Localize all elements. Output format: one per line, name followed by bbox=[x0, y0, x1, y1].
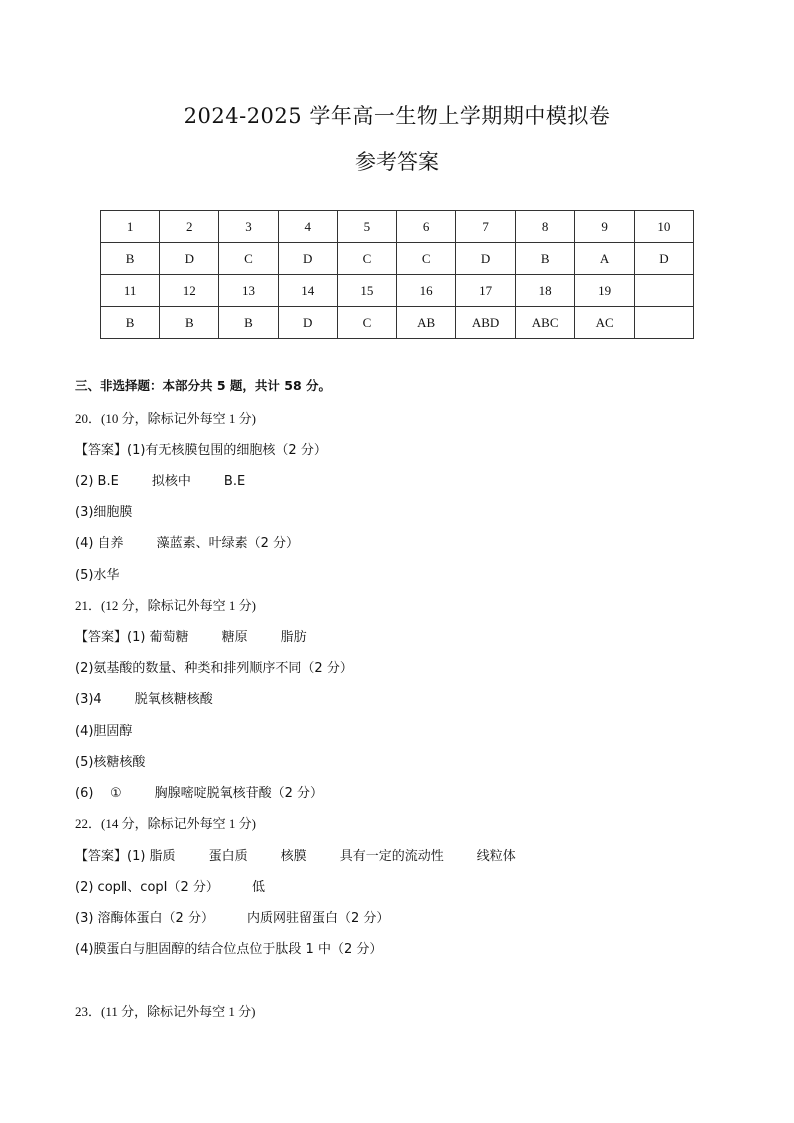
table-cell: C bbox=[397, 243, 456, 275]
answer-line: 【答案】(1) 葡萄糖 糖原 脂肪 bbox=[75, 630, 307, 645]
table-cell: 2 bbox=[160, 211, 219, 243]
table-cell: 10 bbox=[634, 211, 693, 243]
table-row bbox=[101, 275, 694, 307]
answer-line: (5)核糖核酸 bbox=[75, 755, 146, 770]
table-cell: A bbox=[575, 243, 634, 275]
table-cell: 13 bbox=[219, 275, 278, 307]
table-cell: 9 bbox=[575, 211, 634, 243]
answer-line: (3) 溶酶体蛋白（2 分） 内质网驻留蛋白（2 分） bbox=[75, 911, 390, 926]
table-row bbox=[101, 243, 694, 275]
table-cell: 1 bbox=[101, 211, 160, 243]
answer-line: (6) ① 胸腺嘧啶脱氧核苷酸（2 分） bbox=[75, 786, 324, 801]
table-cell: C bbox=[337, 243, 396, 275]
table-cell: ABD bbox=[456, 307, 516, 339]
answer-line: (4)胆固醇 bbox=[75, 724, 133, 739]
table-cell: 6 bbox=[397, 211, 456, 243]
answer-line: (4)膜蛋白与胆固醇的结合位点位于肽段 1 中（2 分） bbox=[75, 942, 383, 957]
answer-table bbox=[100, 210, 694, 339]
table-cell: 3 bbox=[219, 211, 278, 243]
table-cell: 4 bbox=[278, 211, 337, 243]
table-cell: C bbox=[337, 307, 396, 339]
table-cell bbox=[634, 275, 693, 307]
table-row bbox=[101, 211, 694, 243]
table-cell bbox=[634, 307, 693, 339]
question-heading: 23．(11 分，除标记外每空 1 分) bbox=[75, 1004, 256, 1019]
answer-line: 【答案】(1)有无核膜包围的细胞核（2 分） bbox=[75, 443, 327, 458]
table-cell: D bbox=[634, 243, 693, 275]
answer-line: (4) 自养 藻蓝素、叶绿素（2 分） bbox=[75, 536, 300, 551]
table-cell: B bbox=[101, 307, 160, 339]
table-cell: D bbox=[160, 243, 219, 275]
table-cell: 18 bbox=[515, 275, 575, 307]
table-cell: B bbox=[101, 243, 160, 275]
table-cell: D bbox=[278, 243, 337, 275]
table-cell: 16 bbox=[397, 275, 456, 307]
table-cell: 19 bbox=[575, 275, 634, 307]
table-cell: 8 bbox=[515, 211, 575, 243]
section-heading: 三、非选择题：本部分共 5 题，共计 58 分。 bbox=[75, 378, 332, 393]
answer-line: (2) B.E 拟核中 B.E bbox=[75, 474, 246, 489]
table-cell: C bbox=[219, 243, 278, 275]
table-cell: 15 bbox=[337, 275, 396, 307]
answer-line: (2) copⅡ、copⅠ（2 分） 低 bbox=[75, 880, 265, 895]
table-cell: 7 bbox=[456, 211, 516, 243]
table-row bbox=[101, 307, 694, 339]
table-cell: 12 bbox=[160, 275, 219, 307]
table-cell: B bbox=[160, 307, 219, 339]
table-cell: B bbox=[219, 307, 278, 339]
table-cell: AB bbox=[397, 307, 456, 339]
table-cell: D bbox=[456, 243, 516, 275]
answer-line: 【答案】(1) 脂质 蛋白质 核膜 具有一定的流动性 线粒体 bbox=[75, 849, 516, 864]
answer-line: (5)水华 bbox=[75, 568, 120, 583]
table-cell: 5 bbox=[337, 211, 396, 243]
answer-line: (3)细胞膜 bbox=[75, 505, 133, 520]
answer-line: (2)氨基酸的数量、种类和排列顺序不同（2 分） bbox=[75, 661, 353, 676]
table-cell: ABC bbox=[515, 307, 575, 339]
question-heading: 21．(12 分，除标记外每空 1 分) bbox=[75, 598, 256, 613]
table-cell: B bbox=[515, 243, 575, 275]
table-cell: 17 bbox=[456, 275, 516, 307]
document-subtitle: 参考答案 bbox=[355, 150, 439, 174]
question-heading: 22．(14 分，除标记外每空 1 分) bbox=[75, 816, 256, 831]
answer-line: (3)4 脱氧核糖核酸 bbox=[75, 692, 213, 707]
question-heading: 20．(10 分，除标记外每空 1 分) bbox=[75, 411, 256, 426]
table-cell: AC bbox=[575, 307, 634, 339]
table-cell: D bbox=[278, 307, 337, 339]
table-cell: 14 bbox=[278, 275, 337, 307]
document-title: 2024-2025 学年高一生物上学期期中模拟卷 bbox=[183, 104, 611, 128]
table-cell: 11 bbox=[101, 275, 160, 307]
